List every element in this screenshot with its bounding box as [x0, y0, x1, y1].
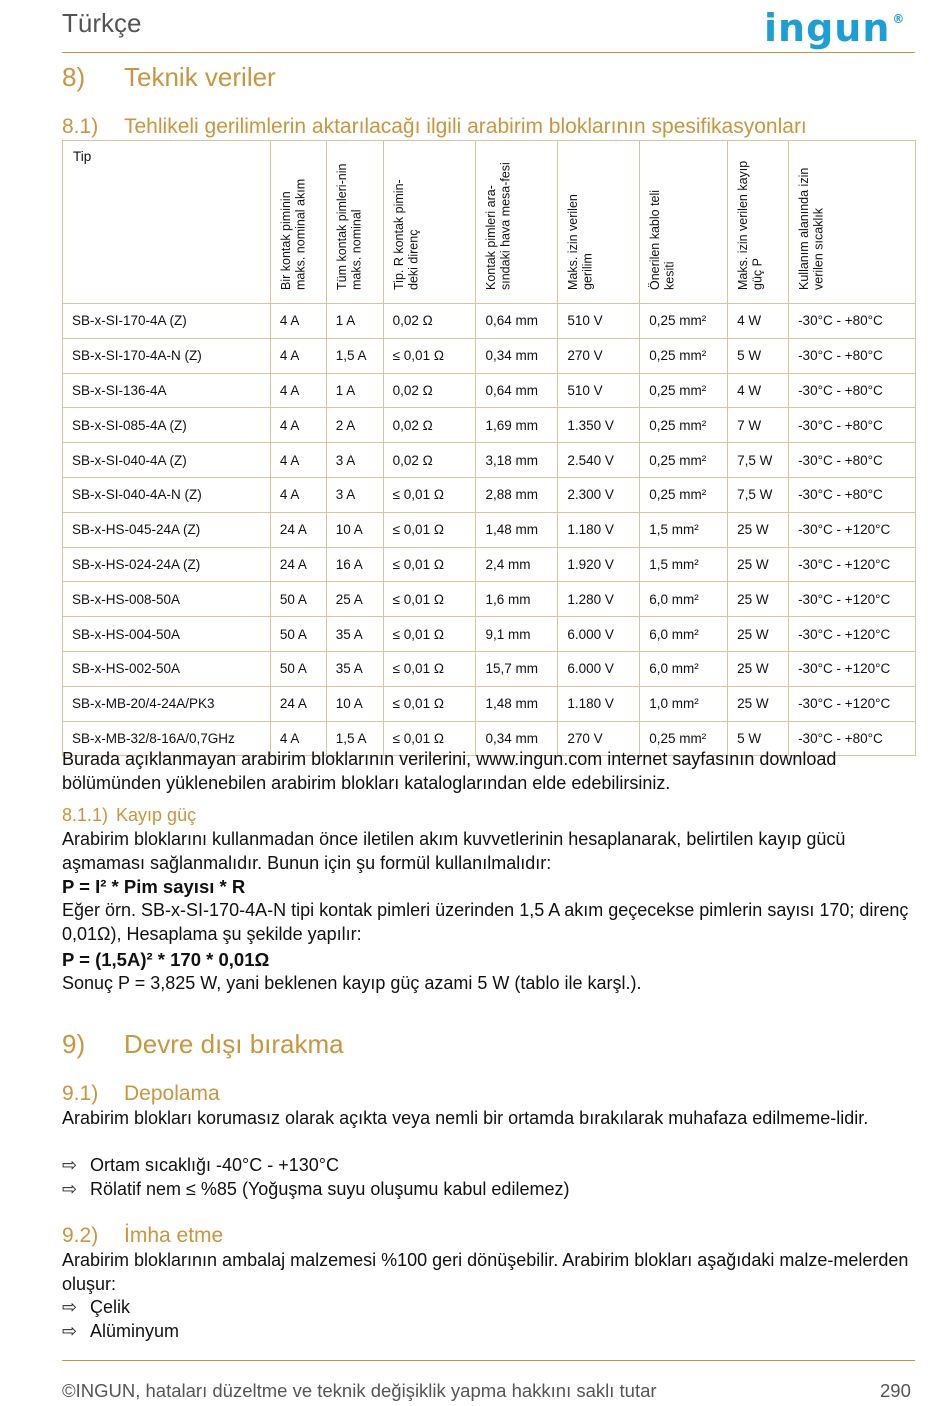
table-cell-type: SB-x-SI-085-4A (Z) — [63, 408, 271, 443]
table-row — [63, 304, 916, 339]
header-cell — [558, 141, 640, 304]
logo-text: ingun — [764, 6, 891, 50]
table-cell: 50 A — [270, 651, 326, 686]
table-cell: 25 W — [728, 651, 789, 686]
table-cell-type: SB-x-SI-040-4A-N (Z) — [63, 477, 271, 512]
section-8-1-heading — [62, 115, 807, 139]
table-cell: 0,25 mm² — [640, 408, 728, 443]
table-cell: 15,7 mm — [476, 651, 558, 686]
table-cell: 1,69 mm — [476, 408, 558, 443]
table-cell: 1,48 mm — [476, 512, 558, 547]
arrow-right-icon: ⇨ — [62, 1321, 78, 1341]
arrow-right-icon: ⇨ — [62, 1179, 78, 1199]
formula: P = I² * Pim sayısı * R — [62, 876, 246, 897]
table-row — [63, 373, 916, 408]
table-cell: 1 A — [326, 304, 383, 339]
table-cell: 0,34 mm — [476, 338, 558, 373]
table-cell: 0,25 mm² — [640, 443, 728, 478]
table-cell: 16 A — [326, 547, 383, 582]
table-cell-type: SB-x-SI-040-4A (Z) — [63, 443, 271, 478]
table-cell-type: SB-x-MB-20/4-24A/PK3 — [63, 686, 271, 721]
section-title: İmha etme — [124, 1224, 224, 1247]
table-cell: -30°C - +120°C — [789, 617, 916, 652]
footer-rule — [62, 1360, 915, 1361]
section-number: 8.1) — [62, 115, 99, 138]
table-cell: 4 A — [270, 443, 326, 478]
header-text: Bir kontak piminin maks. nominal akım — [278, 178, 308, 290]
loss-power-example: Eğer örn. SB-x-SI-170-4A-N tipi kontak pimleri üzerinden 1,5 A akım geçecekse pimlerin sayısı 170; direnç 0,01Ω), Hesaplama şu şekilde yapılır: — [62, 900, 909, 944]
section-number: 9) — [62, 1029, 86, 1059]
table-cell: 3,18 mm — [476, 443, 558, 478]
spec-table — [62, 140, 916, 756]
table-row — [63, 617, 916, 652]
table-cell: -30°C - +120°C — [789, 686, 916, 721]
table-cell: 25 A — [326, 582, 383, 617]
table-cell: 6,0 mm² — [640, 617, 728, 652]
arrow-right-icon: ⇨ — [62, 1297, 78, 1317]
table-cell: 1,6 mm — [476, 582, 558, 617]
table-cell: 270 V — [558, 338, 640, 373]
section-number: 9.2) — [62, 1224, 99, 1247]
section-title: Depolama — [124, 1082, 220, 1105]
list-item — [62, 1155, 339, 1176]
table-cell: 25 W — [728, 686, 789, 721]
section-9-1-heading — [62, 1082, 220, 1106]
table-cell: ≤ 0,01 Ω — [383, 582, 476, 617]
storage-text: Arabirim blokları korumasız olarak açıkta veya nemli bir ortamda bırakılarak muhafaza edilmeme-lidir. — [62, 1108, 869, 1128]
table-cell: 24 A — [270, 686, 326, 721]
section-title: Tehlikeli gerilimlerin aktarılacağı ilgili arabirim bloklarının spesifikasyonları — [124, 115, 807, 138]
table-cell: 25 W — [728, 512, 789, 547]
table-cell-type: SB-x-HS-008-50A — [63, 582, 271, 617]
header-cell — [326, 141, 383, 304]
table-cell: 0,02 Ω — [383, 408, 476, 443]
table-cell: 25 W — [728, 582, 789, 617]
list-item-text: Rölatif nem ≤ %85 (Yoğuşma suyu oluşumu kabul edilemez) — [90, 1179, 570, 1199]
header-text: Maks. izin verilen kayıp güç P — [736, 160, 765, 290]
header-text: Kullanım alanında izin verilen sıcaklık — [797, 167, 826, 290]
header-text: Tip. R kontak pimin-deki direnç — [391, 179, 421, 290]
table-cell: 2.540 V — [558, 443, 640, 478]
table-cell: 1,5 mm² — [640, 512, 728, 547]
table-cell: 1,5 A — [326, 338, 383, 373]
header-cell — [270, 141, 326, 304]
table-cell: 4 A — [270, 721, 326, 756]
table-cell: -30°C - +80°C — [789, 338, 916, 373]
table-cell: 7 W — [728, 408, 789, 443]
section-9-2-heading — [62, 1224, 223, 1248]
header-text: Kontak pimleri ara-sındaki hava mesa-fesi — [484, 162, 513, 290]
list-item-text: Ortam sıcaklığı -40°C - +130°C — [90, 1155, 339, 1175]
header-text: Maks. izin verilen gerilim — [566, 194, 595, 290]
table-cell: -30°C - +80°C — [789, 477, 916, 512]
table-cell: 1,48 mm — [476, 686, 558, 721]
table-row — [63, 651, 916, 686]
loss-power-intro: Arabirim bloklarını kullanmadan önce iletilen akım kuvvetlerinin hesaplanarak, belirtilen kayıp gücü aşmaması sağlanmalıdır. Bunun için şu formül kullanılmalıdır: — [62, 829, 846, 873]
table-cell: 1,5 A — [326, 721, 383, 756]
page-number: 290 — [880, 1380, 911, 1401]
table-cell: 2 A — [326, 408, 383, 443]
table-cell: 5 W — [728, 721, 789, 756]
table-cell: 0,64 mm — [476, 304, 558, 339]
table-cell: 25 W — [728, 617, 789, 652]
table-cell: -30°C - +80°C — [789, 304, 916, 339]
table-cell: 4 A — [270, 408, 326, 443]
table-row — [63, 338, 916, 373]
table-row — [63, 547, 916, 582]
table-cell: 4 A — [270, 477, 326, 512]
table-cell: -30°C - +80°C — [789, 408, 916, 443]
table-cell: ≤ 0,01 Ω — [383, 547, 476, 582]
table-cell: 1.920 V — [558, 547, 640, 582]
section-9-heading — [62, 1029, 344, 1060]
table-cell: 1.180 V — [558, 512, 640, 547]
table-cell: -30°C - +120°C — [789, 547, 916, 582]
spec-table-body — [63, 304, 916, 756]
section-8-1-1-heading — [62, 805, 196, 826]
header-cell — [728, 141, 789, 304]
table-cell: ≤ 0,01 Ω — [383, 338, 476, 373]
header-cell — [640, 141, 728, 304]
table-cell: 7,5 W — [728, 477, 789, 512]
table-cell: ≤ 0,01 Ω — [383, 617, 476, 652]
table-cell: ≤ 0,01 Ω — [383, 686, 476, 721]
table-cell: -30°C - +120°C — [789, 512, 916, 547]
table-cell: 0,25 mm² — [640, 304, 728, 339]
table-cell: 1.280 V — [558, 582, 640, 617]
table-cell: 24 A — [270, 547, 326, 582]
section-8-heading — [62, 62, 276, 93]
table-cell: 4 A — [270, 373, 326, 408]
table-cell: 6,0 mm² — [640, 651, 728, 686]
table-cell: 4 W — [728, 304, 789, 339]
header-text: Önerilen kablo teli kesiti — [648, 189, 677, 290]
table-cell: 510 V — [558, 373, 640, 408]
calculation-result: Sonuç P = 3,825 W, yani beklenen kayıp güç azami 5 W (tablo ile karşl.). — [62, 973, 642, 993]
table-cell: 0,02 Ω — [383, 443, 476, 478]
table-cell: 0,25 mm² — [640, 721, 728, 756]
section-title: Teknik veriler — [124, 62, 276, 92]
table-cell: 50 A — [270, 617, 326, 652]
table-cell: 3 A — [326, 477, 383, 512]
header-rule — [62, 52, 915, 53]
header-cell — [789, 141, 916, 304]
table-cell: ≤ 0,01 Ω — [383, 651, 476, 686]
ingun-logo — [764, 6, 905, 50]
table-cell: 6.000 V — [558, 651, 640, 686]
section-number: 9.1) — [62, 1082, 99, 1105]
table-cell: 270 V — [558, 721, 640, 756]
table-cell: 0,25 mm² — [640, 477, 728, 512]
calculation: P = (1,5A)² * 170 * 0,01Ω — [62, 949, 270, 970]
table-cell: 6.000 V — [558, 617, 640, 652]
download-note: Burada açıklanmayan arabirim bloklarının verilerini, www.ingun.com internet sayfasının download bölümünden yüklenebilen arabirim blokları kataloglarından elde edebilirsiniz. — [62, 749, 837, 793]
table-cell: 3 A — [326, 443, 383, 478]
table-cell: 0,25 mm² — [640, 373, 728, 408]
table-cell: 10 A — [326, 686, 383, 721]
list-item-text: Çelik — [90, 1297, 131, 1317]
spec-table-header — [63, 141, 916, 304]
table-cell: 10 A — [326, 512, 383, 547]
table-cell: 35 A — [326, 617, 383, 652]
table-cell: 0,02 Ω — [383, 373, 476, 408]
table-row — [63, 477, 916, 512]
table-cell-type: SB-x-HS-004-50A — [63, 617, 271, 652]
header-row — [63, 141, 916, 304]
table-cell: 7,5 W — [728, 443, 789, 478]
table-cell: 35 A — [326, 651, 383, 686]
table-cell-type: SB-x-SI-170-4A-N (Z) — [63, 338, 271, 373]
table-cell: 9,1 mm — [476, 617, 558, 652]
table-cell: 24 A — [270, 512, 326, 547]
header-cell — [476, 141, 558, 304]
list-item — [62, 1179, 569, 1200]
table-row — [63, 512, 916, 547]
table-cell: 1.350 V — [558, 408, 640, 443]
table-row — [63, 582, 916, 617]
table-cell: ≤ 0,01 Ω — [383, 477, 476, 512]
table-cell: 4 A — [270, 338, 326, 373]
arrow-right-icon: ⇨ — [62, 1155, 78, 1175]
list-item-text: Alüminyum — [90, 1321, 180, 1341]
table-cell: -30°C - +120°C — [789, 651, 916, 686]
table-row — [63, 686, 916, 721]
table-cell-type: SB-x-HS-002-50A — [63, 651, 271, 686]
header-text: Tüm kontak pimleri-nin maks. nominal — [334, 163, 364, 290]
section-number: 8.1.1) — [62, 805, 109, 825]
table-cell: ≤ 0,01 Ω — [383, 721, 476, 756]
header-cell — [383, 141, 476, 304]
table-cell-type: SB-x-HS-045-24A (Z) — [63, 512, 271, 547]
footer-copyright: ©INGUN, hataları düzeltme ve teknik değişiklik yapma hakkını saklı tutar — [62, 1380, 657, 1401]
table-cell-type: SB-x-HS-024-24A (Z) — [63, 547, 271, 582]
table-cell: 1.180 V — [558, 686, 640, 721]
table-cell: 2.300 V — [558, 477, 640, 512]
table-cell: 1,0 mm² — [640, 686, 728, 721]
table-cell-type: SB-x-SI-170-4A (Z) — [63, 304, 271, 339]
list-item — [62, 1321, 179, 1342]
table-cell: 0,25 mm² — [640, 338, 728, 373]
table-cell: ≤ 0,01 Ω — [383, 512, 476, 547]
table-cell: 1,5 mm² — [640, 547, 728, 582]
table-cell: 50 A — [270, 582, 326, 617]
list-item — [62, 1297, 130, 1318]
header-language: Türkçe — [62, 8, 142, 38]
table-cell: 0,64 mm — [476, 373, 558, 408]
table-cell-type: SB-x-MB-32/8-16A/0,7GHz — [63, 721, 271, 756]
section-title: Devre dışı bırakma — [124, 1029, 344, 1059]
table-row — [63, 408, 916, 443]
table-cell: 0,02 Ω — [383, 304, 476, 339]
table-cell-type: SB-x-SI-136-4A — [63, 373, 271, 408]
table-cell: 25 W — [728, 547, 789, 582]
table-cell: 1 A — [326, 373, 383, 408]
table-cell: 510 V — [558, 304, 640, 339]
table-cell: 5 W — [728, 338, 789, 373]
logo-registered-mark: ® — [892, 12, 906, 26]
header-cell-type: Tip — [63, 141, 271, 304]
table-row — [63, 443, 916, 478]
table-cell: 4 W — [728, 373, 789, 408]
table-cell: -30°C - +80°C — [789, 443, 916, 478]
table-cell: 6,0 mm² — [640, 582, 728, 617]
table-cell: 0,34 mm — [476, 721, 558, 756]
section-number: 8) — [62, 62, 86, 92]
disposal-text: Arabirim bloklarının ambalaj malzemesi %100 geri dönüşebilir. Arabirim blokları aşağıdaki malze-melerden oluşur: — [62, 1250, 909, 1294]
table-cell: 4 A — [270, 304, 326, 339]
section-title: Kayıp güç — [116, 805, 197, 825]
table-cell: -30°C - +120°C — [789, 582, 916, 617]
table-cell: -30°C - +80°C — [789, 373, 916, 408]
table-cell: -30°C - +80°C — [789, 721, 916, 756]
table-cell: 2,4 mm — [476, 547, 558, 582]
table-cell: 2,88 mm — [476, 477, 558, 512]
